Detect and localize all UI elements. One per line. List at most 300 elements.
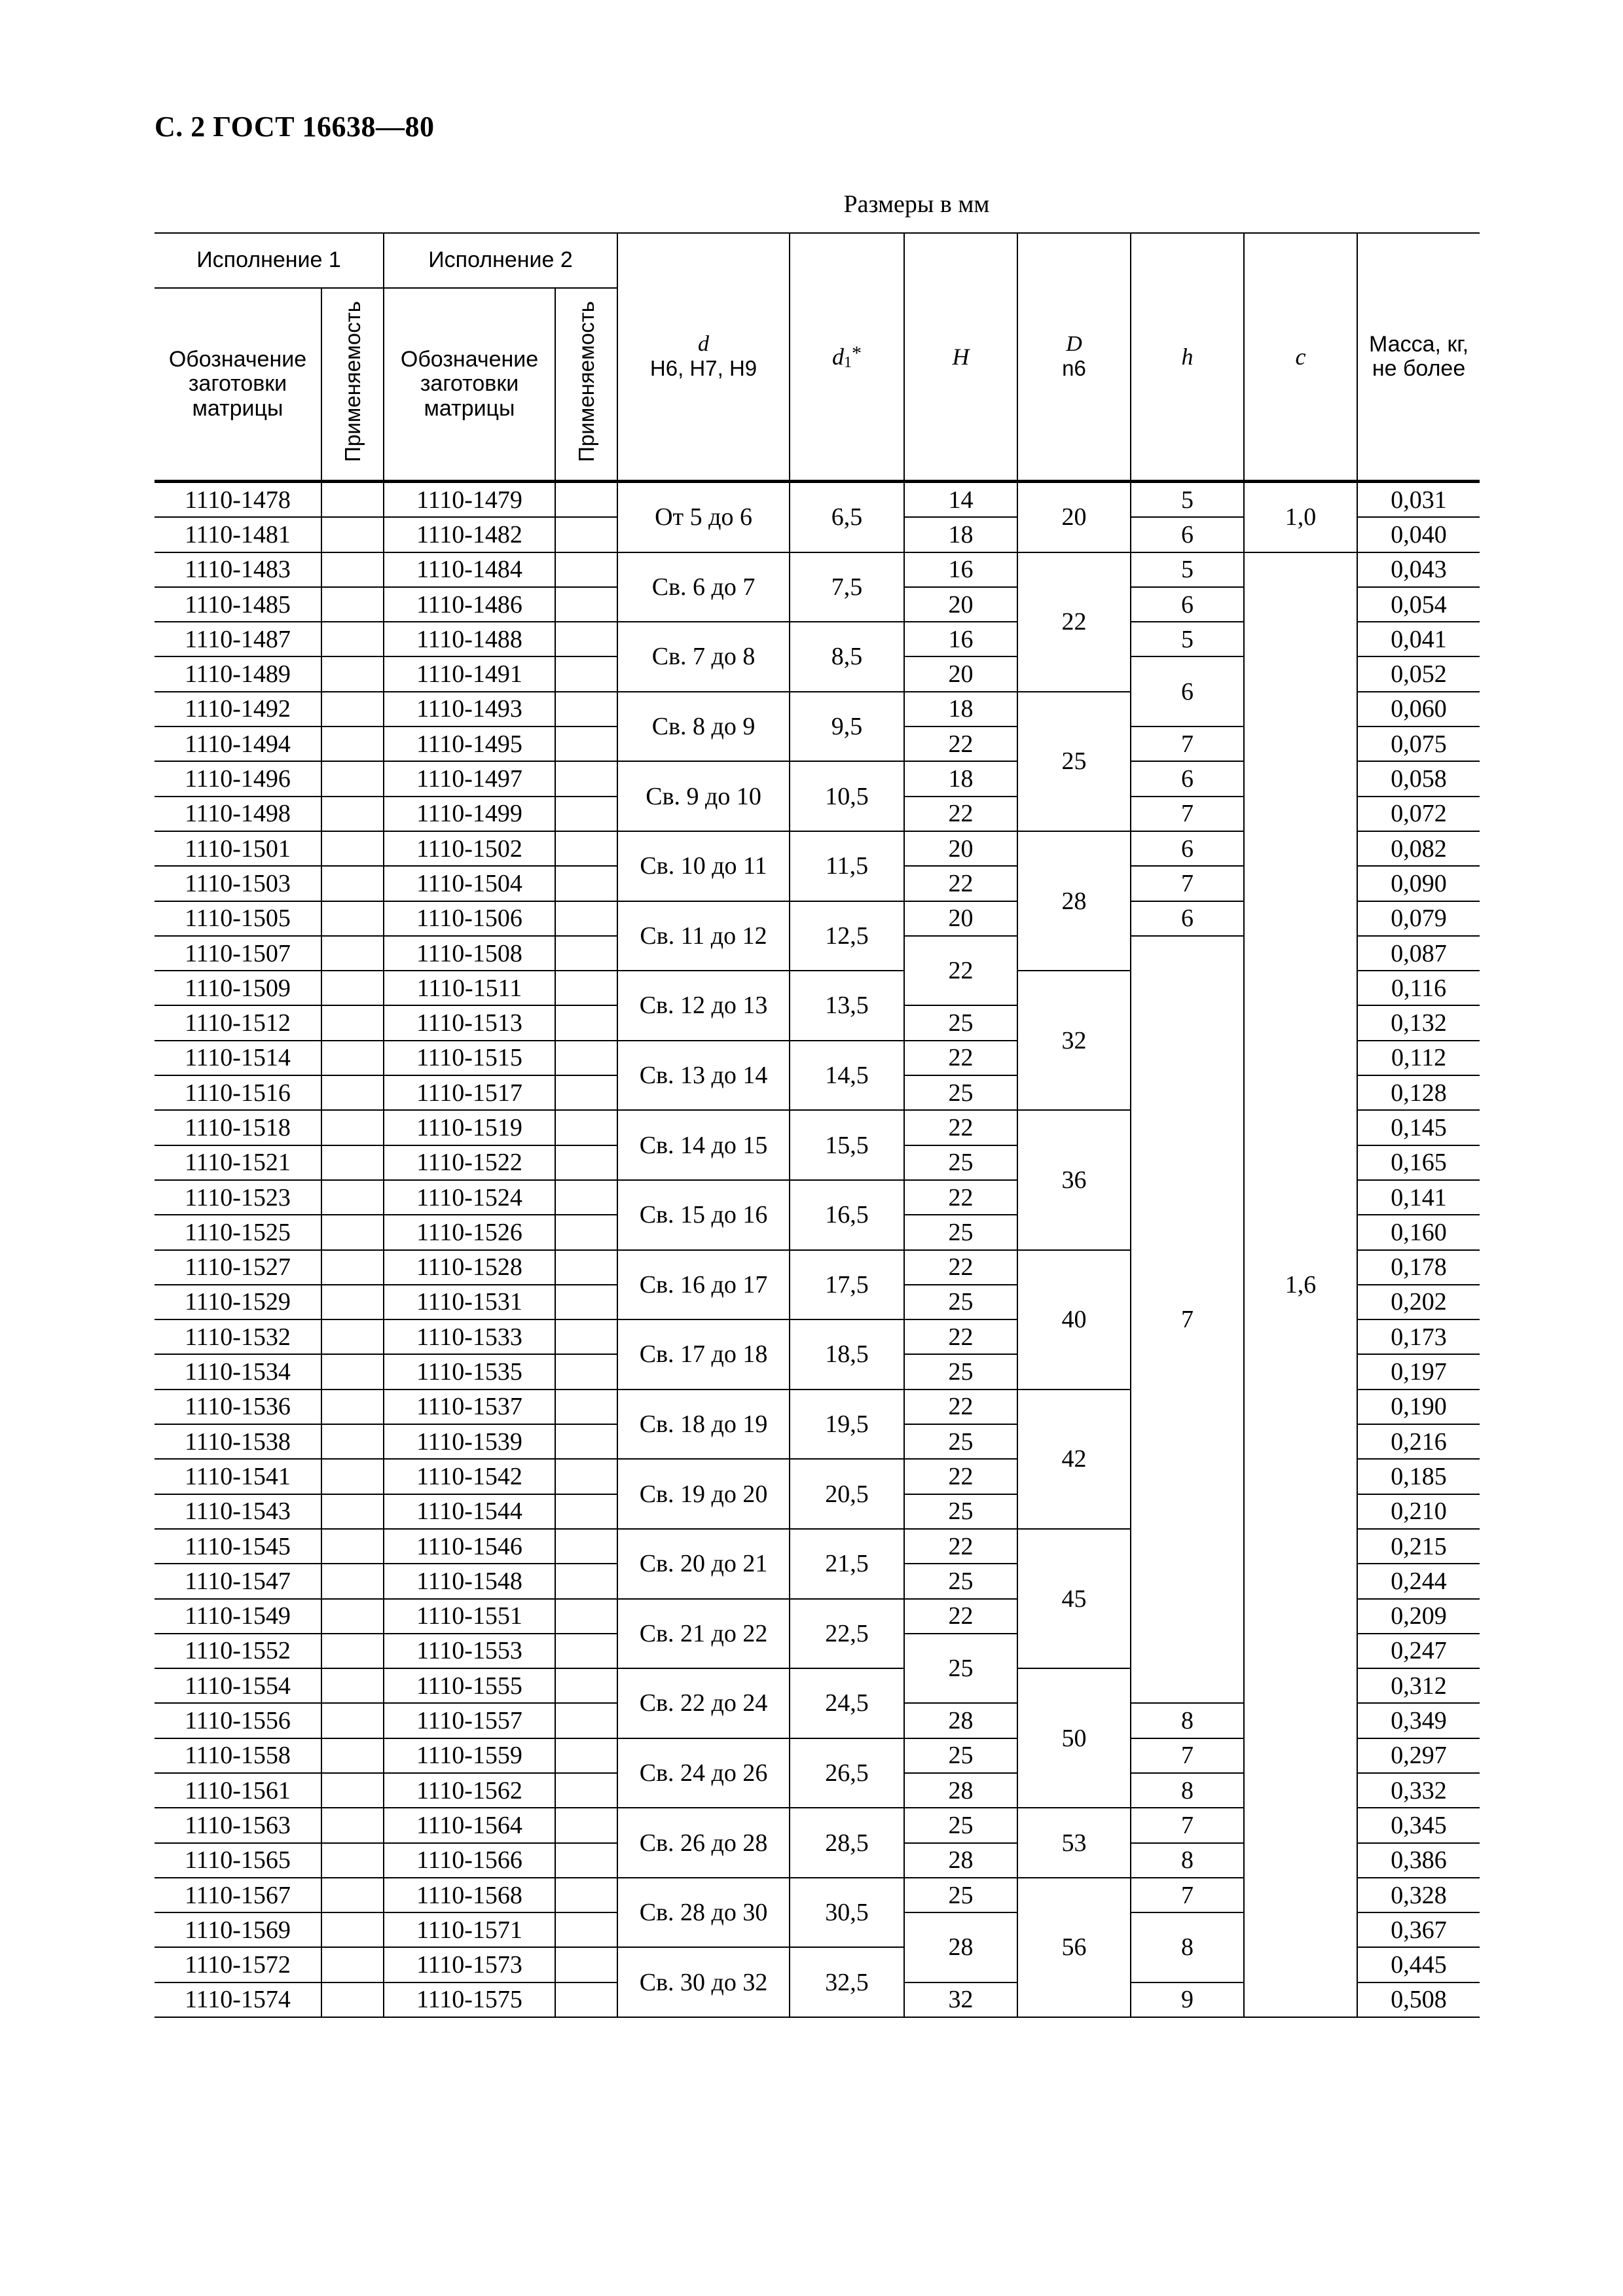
header-H: H [904,233,1017,482]
exec1-applicability [321,726,384,761]
cell-d-range: Св. 19 до 20 [617,1459,790,1529]
exec1-applicability [321,1145,384,1180]
cell-mass: 0,508 [1357,1982,1480,2017]
exec2-designation: 1110-1564 [384,1808,555,1842]
header-d1-subscript: 1 [844,353,852,371]
exec1-designation: 1110-1574 [155,1982,321,2017]
cell-h: 6 [1131,517,1244,552]
cell-H: 16 [904,622,1017,656]
cell-mass: 0,209 [1357,1599,1480,1634]
exec2-designation: 1110-1528 [384,1250,555,1285]
cell-mass: 0,445 [1357,1947,1480,1982]
header-d1-symbol: d [832,343,845,370]
exec1-designation: 1110-1569 [155,1912,321,1947]
cell-mass: 0,345 [1357,1808,1480,1842]
exec2-applicability [555,482,617,518]
cell-mass: 0,141 [1357,1180,1480,1215]
cell-d1: 14,5 [790,1041,904,1111]
cell-d-range: Св. 15 до 16 [617,1180,790,1250]
units-caption: Размеры в мм [843,190,990,218]
exec2-designation: 1110-1539 [384,1424,555,1459]
cell-h: 6 [1131,831,1244,866]
cell-mass: 0,075 [1357,726,1480,761]
exec1-applicability [321,971,384,1005]
header-d-symbol: d [698,332,710,356]
cell-D: 56 [1017,1878,1131,2017]
exec1-designation: 1110-1481 [155,517,321,552]
exec1-applicability [321,1005,384,1040]
cell-mass: 0,202 [1357,1285,1480,1319]
applicability-label: Применяемость [340,300,365,462]
cell-d1: 24,5 [790,1668,904,1738]
cell-d-range: Св. 24 до 26 [617,1738,790,1808]
exec2-applicability [555,1215,617,1249]
cell-H: 25 [904,1005,1017,1040]
header-exec1-designation: Обозначение заготовки матрицы [155,288,321,482]
exec2-designation: 1110-1482 [384,517,555,552]
exec1-designation: 1110-1534 [155,1354,321,1389]
cell-H: 28 [904,1773,1017,1808]
exec1-designation: 1110-1527 [155,1250,321,1285]
cell-H: 25 [904,1634,1017,1704]
cell-d1: 6,5 [790,482,904,552]
cell-mass: 0,328 [1357,1878,1480,1912]
exec2-applicability [555,1564,617,1598]
cell-mass: 0,043 [1357,552,1480,587]
exec1-designation: 1110-1514 [155,1041,321,1075]
cell-mass: 0,090 [1357,866,1480,901]
cell-H: 22 [904,797,1017,831]
exec2-applicability [555,1599,617,1634]
cell-d-range: Св. 17 до 18 [617,1319,790,1390]
exec2-applicability [555,1738,617,1773]
cell-H: 20 [904,831,1017,866]
exec1-applicability [321,517,384,552]
cell-H: 18 [904,517,1017,552]
exec1-applicability [321,1982,384,2017]
header-exec1-applicability [321,288,384,482]
exec2-designation: 1110-1504 [384,866,555,901]
cell-H: 25 [904,1424,1017,1459]
cell-h: 7 [1131,1878,1244,1912]
cell-H: 20 [904,587,1017,622]
exec2-applicability [555,1390,617,1424]
header-D-tolerance: n6 [1062,356,1086,380]
exec2-applicability [555,936,617,971]
header-c: c [1244,233,1357,482]
exec1-applicability [321,1110,384,1145]
header-exec1: Исполнение 1 [155,233,384,288]
cell-mass: 0,165 [1357,1145,1480,1180]
cell-c: 1,0 [1244,482,1357,552]
exec2-applicability [555,1041,617,1075]
cell-H: 25 [904,1494,1017,1529]
cell-H: 22 [904,1599,1017,1634]
cell-D: 25 [1017,692,1131,831]
exec2-designation: 1110-1535 [384,1354,555,1389]
exec1-designation: 1110-1512 [155,1005,321,1040]
exec1-designation: 1110-1509 [155,971,321,1005]
exec1-applicability [321,1390,384,1424]
cell-h: 6 [1131,901,1244,936]
exec2-applicability [555,1180,617,1215]
cell-h: 7 [1131,1808,1244,1842]
cell-mass: 0,058 [1357,761,1480,796]
exec2-designation: 1110-1488 [384,622,555,656]
exec2-designation: 1110-1499 [384,797,555,831]
exec1-designation: 1110-1549 [155,1599,321,1634]
cell-H: 25 [904,1738,1017,1773]
exec2-designation: 1110-1551 [384,1599,555,1634]
cell-d-range: Св. 11 до 12 [617,901,790,971]
exec2-applicability [555,1459,617,1494]
cell-d1: 15,5 [790,1110,904,1180]
cell-h: 7 [1131,1738,1244,1773]
cell-d-range: Св. 9 до 10 [617,761,790,831]
exec1-applicability [321,1703,384,1738]
exec1-designation: 1110-1505 [155,901,321,936]
exec1-applicability [321,1459,384,1494]
exec2-applicability [555,831,617,866]
cell-h: 5 [1131,552,1244,587]
exec1-designation: 1110-1523 [155,1180,321,1215]
exec1-designation: 1110-1538 [155,1424,321,1459]
exec1-designation: 1110-1483 [155,552,321,587]
page-title: С. 2 ГОСТ 16638—80 [155,111,435,143]
cell-h: 5 [1131,482,1244,518]
exec2-applicability [555,1703,617,1738]
table-body [155,482,1480,2018]
exec1-designation: 1110-1565 [155,1843,321,1878]
exec2-applicability [555,1354,617,1389]
exec2-designation: 1110-1531 [384,1285,555,1319]
exec2-designation: 1110-1479 [384,482,555,518]
exec1-applicability [321,761,384,796]
cell-mass: 0,332 [1357,1773,1480,1808]
exec2-applicability [555,1843,617,1878]
cell-H: 22 [904,1529,1017,1564]
cell-d-range: Св. 10 до 11 [617,831,790,901]
exec1-applicability [321,1180,384,1215]
cell-d-range: Св. 6 до 7 [617,552,790,622]
exec2-applicability [555,1912,617,1947]
cell-d1: 9,5 [790,692,904,762]
exec1-designation: 1110-1496 [155,761,321,796]
cell-d1: 11,5 [790,831,904,901]
cell-mass: 0,247 [1357,1634,1480,1668]
exec2-applicability [555,866,617,901]
cell-mass: 0,386 [1357,1843,1480,1878]
exec2-designation: 1110-1526 [384,1215,555,1249]
cell-H: 25 [904,1878,1017,1912]
cell-mass: 0,087 [1357,936,1480,971]
exec1-designation: 1110-1507 [155,936,321,971]
cell-H: 22 [904,726,1017,761]
cell-h: 6 [1131,761,1244,796]
exec2-designation: 1110-1548 [384,1564,555,1598]
exec2-designation: 1110-1517 [384,1075,555,1110]
cell-mass: 0,349 [1357,1703,1480,1738]
exec2-designation: 1110-1511 [384,971,555,1005]
exec2-applicability [555,1982,617,2017]
exec1-designation: 1110-1521 [155,1145,321,1180]
exec1-applicability [321,1075,384,1110]
cell-d1: 10,5 [790,761,904,831]
cell-d-range: Св. 8 до 9 [617,692,790,762]
exec2-designation: 1110-1568 [384,1878,555,1912]
cell-mass: 0,072 [1357,797,1480,831]
cell-d-range: Св. 28 до 30 [617,1878,790,1948]
exec2-designation: 1110-1573 [384,1947,555,1982]
cell-H: 28 [904,1912,1017,1982]
exec1-designation: 1110-1532 [155,1319,321,1354]
exec2-designation: 1110-1571 [384,1912,555,1947]
cell-D: 40 [1017,1250,1131,1390]
exec1-applicability [321,656,384,691]
exec2-applicability [555,1494,617,1529]
cell-H: 18 [904,761,1017,796]
exec2-applicability [555,622,617,656]
exec2-designation: 1110-1508 [384,936,555,971]
exec2-applicability [555,517,617,552]
cell-D: 45 [1017,1529,1131,1668]
cell-H: 20 [904,656,1017,691]
cell-H: 22 [904,1319,1017,1354]
cell-mass: 0,190 [1357,1390,1480,1424]
exec2-applicability [555,1634,617,1668]
exec1-applicability [321,1773,384,1808]
exec1-applicability [321,1319,384,1354]
exec1-designation: 1110-1518 [155,1110,321,1145]
exec1-applicability [321,1494,384,1529]
cell-mass: 0,132 [1357,1005,1480,1040]
cell-d-range: Св. 22 до 24 [617,1668,790,1738]
exec1-designation: 1110-1554 [155,1668,321,1703]
cell-mass: 0,312 [1357,1668,1480,1703]
exec1-applicability [321,1808,384,1842]
cell-d-range: От 5 до 6 [617,482,790,552]
exec1-applicability [321,831,384,866]
cell-H: 25 [904,1285,1017,1319]
exec2-applicability [555,1808,617,1842]
exec2-designation: 1110-1484 [384,552,555,587]
cell-D: 36 [1017,1110,1131,1249]
exec2-designation: 1110-1515 [384,1041,555,1075]
exec2-designation: 1110-1502 [384,831,555,866]
exec2-designation: 1110-1553 [384,1634,555,1668]
cell-mass: 0,145 [1357,1110,1480,1145]
exec2-designation: 1110-1519 [384,1110,555,1145]
exec1-applicability [321,692,384,726]
cell-d1: 20,5 [790,1459,904,1529]
cell-d-range: Св. 16 до 17 [617,1250,790,1320]
cell-H: 22 [904,1180,1017,1215]
exec2-designation: 1110-1555 [384,1668,555,1703]
cell-H: 25 [904,1145,1017,1180]
cell-c: 1,6 [1244,552,1357,2017]
table-row [155,552,1480,587]
exec2-applicability [555,1319,617,1354]
exec2-designation: 1110-1546 [384,1529,555,1564]
exec2-applicability [555,971,617,1005]
exec1-applicability [321,1354,384,1389]
cell-H: 16 [904,552,1017,587]
exec1-applicability [321,1843,384,1878]
cell-h: 6 [1131,587,1244,622]
exec2-designation: 1110-1491 [384,656,555,691]
cell-H: 20 [904,901,1017,936]
exec1-designation: 1110-1563 [155,1808,321,1842]
exec1-designation: 1110-1572 [155,1947,321,1982]
exec2-applicability [555,1110,617,1145]
exec1-applicability [321,1285,384,1319]
cell-H: 25 [904,1564,1017,1598]
header-D-symbol: D [1066,332,1082,356]
cell-h: 7 [1131,726,1244,761]
cell-mass: 0,178 [1357,1250,1480,1285]
exec1-applicability [321,797,384,831]
cell-H: 25 [904,1354,1017,1389]
dimensions-table [155,232,1480,2018]
cell-H: 22 [904,1041,1017,1075]
cell-mass: 0,128 [1357,1075,1480,1110]
cell-d1: 16,5 [790,1180,904,1250]
exec1-applicability [321,901,384,936]
cell-d1: 26,5 [790,1738,904,1808]
exec2-applicability [555,552,617,587]
exec2-designation: 1110-1493 [384,692,555,726]
cell-H: 25 [904,1215,1017,1249]
exec1-designation: 1110-1494 [155,726,321,761]
header-d1 [790,233,904,482]
header-h: h [1131,233,1244,482]
exec1-applicability [321,936,384,971]
cell-d-range: Св. 18 до 19 [617,1390,790,1460]
exec2-designation: 1110-1542 [384,1459,555,1494]
cell-H: 22 [904,1390,1017,1424]
exec2-designation: 1110-1506 [384,901,555,936]
exec1-designation: 1110-1485 [155,587,321,622]
cell-d-range: Св. 14 до 15 [617,1110,790,1180]
cell-mass: 0,367 [1357,1912,1480,1947]
exec2-designation: 1110-1557 [384,1703,555,1738]
cell-d1: 22,5 [790,1599,904,1669]
exec1-applicability [321,1215,384,1249]
exec1-applicability [321,1878,384,1912]
cell-H: 22 [904,1250,1017,1285]
cell-H: 22 [904,866,1017,901]
cell-d-range: Св. 13 до 14 [617,1041,790,1111]
cell-d1: 21,5 [790,1529,904,1599]
exec2-applicability [555,1878,617,1912]
exec1-designation: 1110-1492 [155,692,321,726]
exec2-designation: 1110-1522 [384,1145,555,1180]
exec1-designation: 1110-1501 [155,831,321,866]
exec2-designation: 1110-1533 [384,1319,555,1354]
header-d [617,233,790,482]
exec2-applicability [555,1285,617,1319]
cell-d-range: Св. 26 до 28 [617,1808,790,1878]
cell-h: 6 [1131,656,1244,726]
exec2-designation: 1110-1497 [384,761,555,796]
cell-mass: 0,054 [1357,587,1480,622]
exec2-designation: 1110-1544 [384,1494,555,1529]
cell-h: 7 [1131,797,1244,831]
exec2-applicability [555,1424,617,1459]
exec2-applicability [555,1145,617,1180]
exec1-applicability [321,1634,384,1668]
cell-h: 7 [1131,866,1244,901]
header-d-tolerance: H6, H7, H9 [649,356,757,380]
exec1-designation: 1110-1552 [155,1634,321,1668]
cell-H: 32 [904,1982,1017,2017]
cell-H: 25 [904,1075,1017,1110]
exec1-applicability [321,1529,384,1564]
cell-H: 22 [904,936,1017,1006]
exec2-designation: 1110-1513 [384,1005,555,1040]
header-exec2-designation: Обозначение заготовки матрицы [384,288,555,482]
applicability-label: Применяемость [574,300,598,462]
cell-mass: 0,040 [1357,517,1480,552]
exec2-applicability [555,692,617,726]
exec2-designation: 1110-1566 [384,1843,555,1878]
cell-d-range: Св. 7 до 8 [617,622,790,692]
exec1-designation: 1110-1556 [155,1703,321,1738]
exec1-applicability [321,1738,384,1773]
cell-mass: 0,216 [1357,1424,1480,1459]
cell-d1: 19,5 [790,1390,904,1460]
exec1-designation: 1110-1503 [155,866,321,901]
exec2-designation: 1110-1559 [384,1738,555,1773]
cell-D: 22 [1017,552,1131,692]
header-D [1017,233,1131,482]
cell-d1: 17,5 [790,1250,904,1320]
exec2-designation: 1110-1537 [384,1390,555,1424]
exec1-applicability [321,1424,384,1459]
exec1-applicability [321,1912,384,1947]
cell-H: 28 [904,1703,1017,1738]
cell-mass: 0,079 [1357,901,1480,936]
cell-mass: 0,160 [1357,1215,1480,1249]
cell-d1: 8,5 [790,622,904,692]
cell-mass: 0,041 [1357,622,1480,656]
cell-mass: 0,060 [1357,692,1480,726]
cell-mass: 0,082 [1357,831,1480,866]
exec1-designation: 1110-1525 [155,1215,321,1249]
cell-H: 22 [904,1110,1017,1145]
cell-D: 32 [1017,971,1131,1110]
exec2-applicability [555,656,617,691]
cell-mass: 0,031 [1357,482,1480,518]
exec1-designation: 1110-1478 [155,482,321,518]
cell-mass: 0,173 [1357,1319,1480,1354]
exec1-designation: 1110-1489 [155,656,321,691]
table-row [155,482,1480,518]
cell-h: 8 [1131,1843,1244,1878]
exec1-applicability [321,866,384,901]
cell-mass: 0,052 [1357,656,1480,691]
header-exec2-applicability [555,288,617,482]
cell-mass: 0,197 [1357,1354,1480,1389]
exec2-applicability [555,1075,617,1110]
exec1-applicability [321,1250,384,1285]
exec2-designation: 1110-1524 [384,1180,555,1215]
exec1-applicability [321,1041,384,1075]
cell-D: 42 [1017,1390,1131,1529]
exec2-applicability [555,1529,617,1564]
exec2-applicability [555,726,617,761]
cell-H: 22 [904,1459,1017,1494]
